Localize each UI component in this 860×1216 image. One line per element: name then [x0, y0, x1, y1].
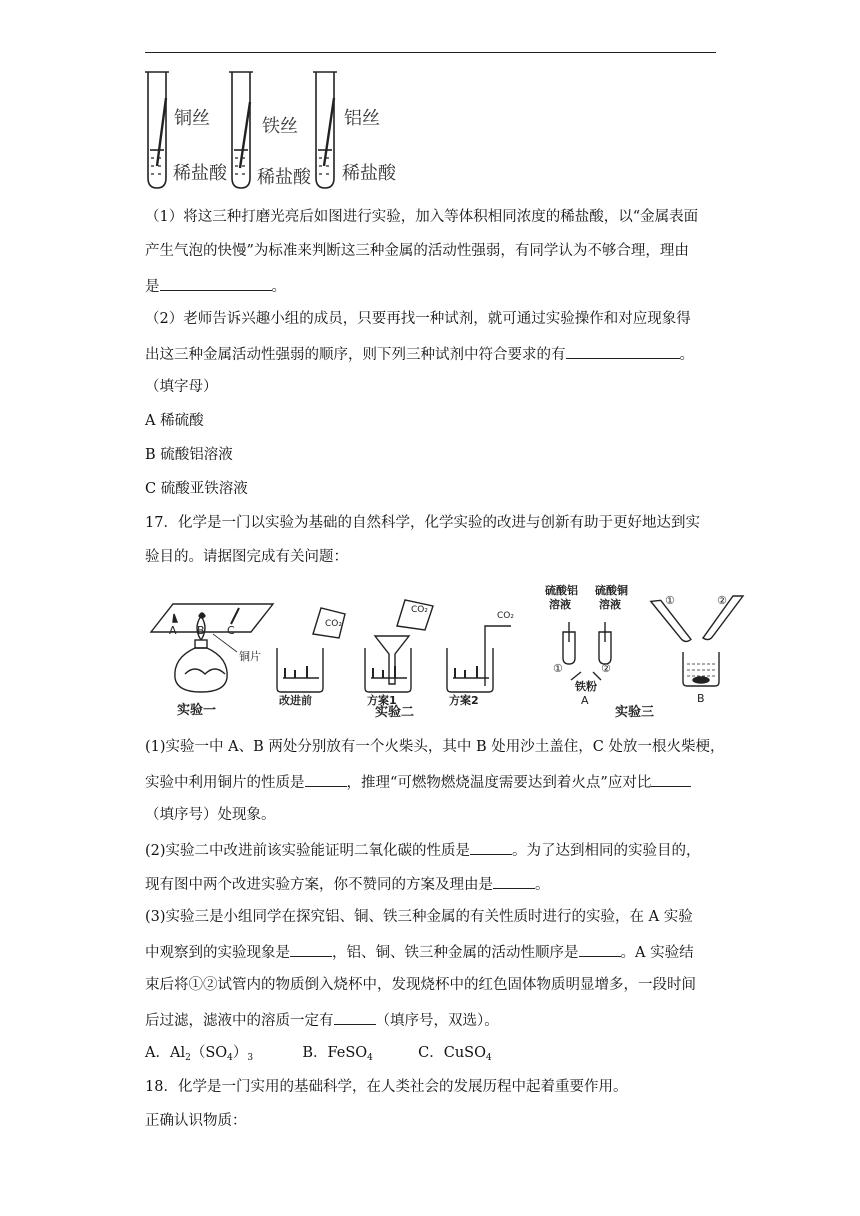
option-c: C 硫酸亚铁溶液	[145, 481, 248, 497]
option-a: A 稀硫酸	[145, 413, 204, 429]
exp3-label-a: A	[581, 694, 589, 707]
answer-blank[interactable]	[334, 1010, 376, 1025]
q17-s3-line3: 束后将①②试管内的物质倒入烧杯中，发现烧杯中的红色固体物质明显增多，一段时间	[145, 977, 696, 993]
q16-part2-line2: 出这三种金属活动性强弱的顺序，则下列三种试剂中符合要求的有 。	[145, 344, 720, 365]
q17-s1-line3: （填序号）处现象。	[145, 807, 276, 823]
label-acid-1: 稀盐酸	[173, 163, 227, 184]
tilted-tube1-mark: ①	[665, 594, 675, 607]
q17-choices	[145, 1044, 720, 1068]
exp3-label-b: B	[697, 692, 705, 705]
q17-s2-line1: (2)实验二中改进前该实验能证明二氧化碳的性质是 。为了达到相同的实验目的，	[145, 840, 720, 861]
choice-b: B．FeSO$_4$	[302, 1045, 373, 1063]
q17-s2-line2: 现有图中两个改进实验方案，你不赞同的方案及理由是 。	[145, 874, 720, 895]
label-a: A	[169, 624, 177, 637]
q17-s3-line4: 后过滤，滤液中的溶质一定有 （填序号，双选）。	[145, 1010, 720, 1031]
beaker-plan2	[447, 648, 493, 692]
top-divider	[145, 52, 716, 53]
q16-part2-line3: （填字母）	[145, 379, 218, 395]
exp2-title: 实验二	[375, 705, 415, 720]
label-c: C	[227, 624, 235, 637]
choice-a: A．$Al_2(SO_4)_3$	[145, 1045, 254, 1063]
co2-label-1: CO₂	[325, 619, 342, 629]
sol2-line1: 硫酸铜	[595, 584, 628, 597]
exp1-title: 实验一	[177, 703, 217, 718]
tube1-mark: ①	[553, 662, 563, 675]
exp3-title: 实验三	[615, 705, 655, 720]
label-aluminum-wire: 铝丝	[344, 108, 380, 129]
answer-blank[interactable]	[493, 874, 535, 889]
label-copper-plate: 铜片	[239, 650, 261, 663]
label-iron-wire: 铁丝	[262, 116, 298, 137]
answer-blank[interactable]	[305, 772, 347, 787]
q18-line1: 18．化学是一门实用的基础科学，在人类社会的发展历程中起着重要作用。	[145, 1079, 628, 1095]
q16-part1-line2: 产生气泡的快慢”为标准来判断这三种金属的活动性强弱，有同学认为不够合理，理由	[145, 243, 689, 259]
q17-intro-line2: 验目的。请据图完成有关问题：	[145, 549, 348, 565]
option-b: B 硫酸铝溶液	[145, 447, 233, 463]
tilted-tube2-mark: ②	[717, 594, 727, 607]
copper-tube	[145, 72, 169, 188]
iron-powder-label: 铁粉	[575, 680, 597, 693]
label-b: B	[197, 624, 205, 637]
sol1-line1: 硫酸铝	[545, 584, 578, 597]
sol2-line2: 溶液	[599, 598, 621, 611]
iron-tube	[229, 72, 253, 188]
q16-part1-line1: （1）将这三种打磨光亮后如图进行实验，加入等体积相同浓度的稀盐酸，以“金属表面	[145, 209, 699, 225]
answer-blank[interactable]	[579, 942, 621, 957]
q17-s3-line2: 中观察到的实验现象是 ，铝、铜、铁三种金属的活动性顺序是 。A 实验结	[145, 942, 720, 963]
aluminum-tube	[313, 72, 337, 188]
experiments-figure	[145, 582, 745, 722]
label-acid-3: 稀盐酸	[342, 163, 396, 184]
tube2-mark: ②	[601, 662, 611, 675]
co2-label-2: CO₂	[411, 605, 428, 615]
q17-s1-line1: (1)实验一中 A、B 两处分别放有一个火柴头，其中 B 处用沙土盖住，C 处放一根火柴梗，	[145, 739, 725, 755]
choice-c: C．CuSO$_4$	[418, 1045, 492, 1063]
answer-blank[interactable]	[566, 344, 680, 359]
label-before: 改进前	[279, 694, 312, 707]
q17-s3-line1: (3)实验三是小组同学在探究铝、铜、铁三种金属的有关性质时进行的实验，在 A 实验	[145, 909, 693, 925]
q16-part2-line1: （2）老师告诉兴趣小组的成员，只要再找一种试剂，就可通过实验操作和对应现象得	[145, 311, 691, 327]
label-plan1: 方案1	[367, 694, 397, 707]
q17-s1-line2: 实验中利用铜片的性质是 ，推理“可燃物燃烧温度需要达到着火点”应对比	[145, 772, 720, 793]
beaker-before	[277, 648, 323, 692]
answer-blank[interactable]	[290, 942, 332, 957]
answer-blank[interactable]	[470, 840, 512, 855]
label-plan2: 方案2	[449, 694, 479, 707]
answer-blank[interactable]	[160, 276, 272, 291]
beaker-plan1	[365, 648, 411, 692]
q18-line2: 正确认识物质：	[145, 1113, 247, 1129]
answer-blank[interactable]	[651, 772, 691, 787]
co2-label-3: CO₂	[497, 611, 514, 621]
label-acid-2: 稀盐酸	[257, 167, 311, 188]
q16-part1-line3: 是 。	[145, 276, 720, 297]
sol1-line2: 溶液	[549, 598, 571, 611]
q17-intro-line1: 17．化学是一门以实验为基础的自然科学，化学实验的改进与创新有助于更好地达到实	[145, 515, 700, 531]
label-copper-wire: 铜丝	[174, 108, 210, 129]
